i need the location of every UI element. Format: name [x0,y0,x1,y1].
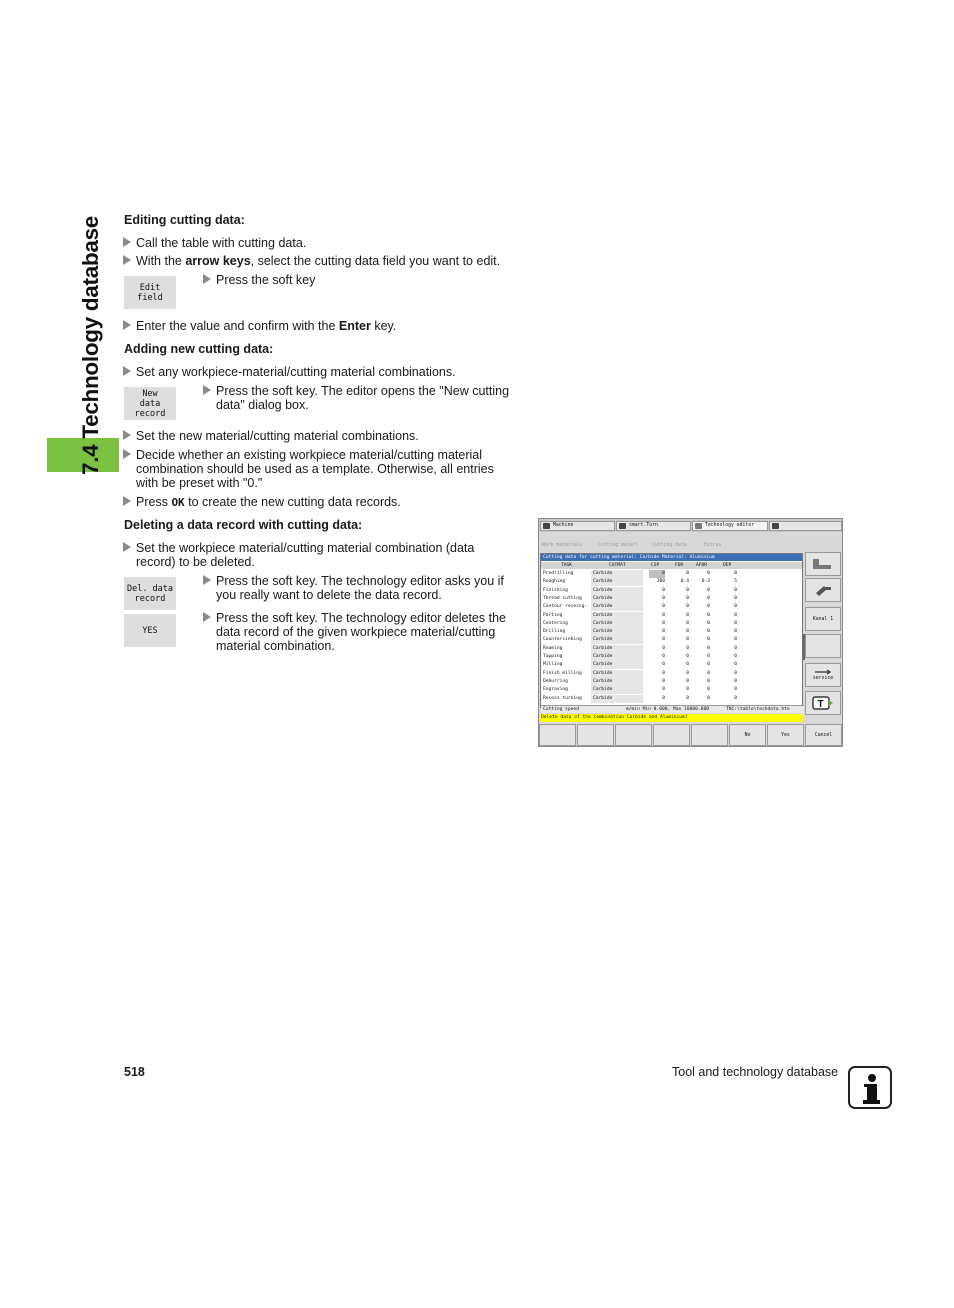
table-cell: 0 [734,662,737,668]
chapter-side-title-text: 7.4 Technology database [78,215,103,475]
table-row[interactable] [541,653,802,661]
edit-field-softkey[interactable]: Edit field [124,276,176,309]
bullet-arrow-icon [123,237,131,247]
table-cell: 0 [662,595,665,601]
table-row[interactable] [541,595,802,603]
editing-heading: Editing cutting data: [124,213,245,227]
table-cell: 0 [707,629,710,635]
table-cell: 0 [734,604,737,610]
table-cell: Engraving [543,687,568,693]
bullet-arrow-icon [123,496,131,506]
table-cell: Deburring [543,678,568,684]
dialog-title: Cutting data for cutting material: Carbide Material: Aluminium [541,554,802,561]
table-cell: 0 [686,678,689,684]
table-cell: 0 [707,637,710,643]
table-cell: Carbide [593,687,613,693]
bullet-arrow-icon [123,430,131,440]
table-row[interactable] [541,678,802,686]
adding-step-1: Set any workpiece-material/cutting material combinations. [136,365,456,379]
table-cell: 0 [662,654,665,659]
table-cell: 0 [662,629,665,635]
table-cell: 0 [707,587,710,593]
table-cell: Tapping [543,654,563,659]
table-cell: Predrilling [543,571,574,576]
table-cell: 0 [734,629,737,635]
table-cell: Carbide [593,695,613,701]
table-cell: 0 [662,604,665,610]
table-cell: 0 [734,670,737,676]
table-cell: 0 [734,620,737,626]
smart-turn-icon [619,523,626,529]
bullet-arrow-icon [203,274,211,284]
table-cell: 0 [707,604,710,610]
vertical-softkey-4[interactable] [805,634,841,658]
machine-icon [543,523,550,529]
table-cell: 0 [662,637,665,643]
table-cell: Countersinking [543,637,582,643]
table-cell: Carbide [593,654,613,659]
table-cell: 0 [686,620,689,626]
deleting-softkey-2-description: Press the soft key. The technology editor deletes the data record of the given workpiece material/cutting material combination. [216,611,506,653]
table-cell: 0 [686,587,689,593]
tool-holder-icon [813,583,833,597]
menu-extras[interactable]: Extras [704,543,722,548]
status-range: m/min Min 0.000, Max 10000.000 [626,707,709,712]
info-icon [848,1066,892,1109]
menu-cutting-data[interactable]: Cutting data [652,543,687,548]
table-cell: 0 [649,570,665,578]
bullet-arrow-icon [123,255,131,265]
table-cell: 0 [707,654,710,659]
table-cell: 0 [686,654,689,659]
horizontal-softkey-row [539,724,842,746]
menu-cutting-materials[interactable]: Cutting materl [598,543,639,548]
table-cell: 0 [686,670,689,676]
tool-shape-icon [811,557,835,571]
vertical-softkey-channel[interactable]: Kanal 1 [805,607,841,631]
table-cell: 0 [662,662,665,668]
table-cell: 0 [686,571,689,576]
table-cell: 0 [734,612,737,618]
softkey-cancel[interactable]: Cancel [805,724,842,746]
table-cell: 0 [707,662,710,668]
table-cell: Carbide [593,579,613,585]
column-header: FDR [675,563,684,568]
column-header: CUTMAT [609,563,626,568]
new-data-record-softkey[interactable]: New data record [124,387,176,420]
deleting-heading: Deleting a data record with cutting data: [124,518,363,532]
table-cell: Recess turning [543,695,582,701]
table-cell: 0 [686,629,689,635]
softkey-h3[interactable] [615,724,652,746]
table-cell: 0 [662,678,665,684]
table-cell: 0 [707,695,710,701]
table-cell: 0 [734,645,737,651]
svg-text:T: T [817,699,824,710]
table-cell: 0 [734,687,737,693]
editor-menu-bar [540,543,804,551]
table-cell: Carbide [593,587,613,593]
table-cell: 0 [662,687,665,693]
table-cell: Centering [543,620,568,626]
chapter-side-title [78,213,104,475]
table-cell: Carbide [593,604,613,610]
table-cell: Drilling [543,629,566,635]
softkey-h4[interactable] [653,724,690,746]
table-cell: Carbide [593,637,613,643]
table-row[interactable] [541,661,802,669]
table-cell: Carbide [593,645,613,651]
table-cell: 0 [707,571,710,576]
status-file: TNC:\table\techdata.hte [726,707,790,712]
table-row[interactable] [541,670,802,678]
table-cell: 0 [686,695,689,701]
softkey-yes[interactable]: Yes [767,724,804,746]
vertical-softkey-technology[interactable] [805,691,841,715]
table-cell: Reaming [543,645,563,651]
technology-t-icon [812,695,834,711]
vertical-softkey-1[interactable] [805,552,841,576]
table-cell: Milling [543,662,563,668]
table-row[interactable] [541,612,802,620]
deleting-step-1: Set the workpiece material/cutting material combination (data record) to be deleted. [136,541,474,569]
table-cell: 0 [707,620,710,626]
table-cell: 0 [707,687,710,693]
softkey-h1[interactable] [539,724,576,746]
deleting-softkey-1-description: Press the soft key. The technology editor asks you if you really want to delete the data record. [216,574,504,602]
table-cell: 0 [686,662,689,668]
bullet-arrow-icon [203,575,211,585]
adding-heading: Adding new cutting data: [124,342,274,356]
technology-editor-screenshot [538,518,843,747]
editing-step-2: With the arrow keys, select the cutting data field you want to edit. [136,254,500,268]
bullet-arrow-icon [123,366,131,376]
table-cell: Contour recessg. [543,604,588,610]
table-row[interactable] [541,603,802,611]
table-cell: 0 [662,670,665,676]
column-header: CSP [651,563,660,568]
status-field-name: Cutting speed [543,707,579,712]
confirm-message: Delete data of the combination Carbide and Aluminium? [540,714,803,722]
table-cell: Finish milling [543,670,582,676]
table-row[interactable] [541,578,802,586]
editing-step-3: Enter the value and confirm with the Enter key. [136,319,396,333]
table-cell: Carbide [593,595,613,601]
table-cell: Carbide [593,612,613,618]
editing-step-1: Call the table with cutting data. [136,236,306,250]
menu-work-materials[interactable]: Work materials [542,543,583,548]
table-row[interactable] [541,587,802,595]
table-row[interactable] [541,686,802,694]
table-cell: 5 [734,579,737,585]
table-cell: Thread cutting [543,595,582,601]
adding-step-4: Press OK to create the new cutting data records. [136,495,401,510]
table-cell: 0 [734,595,737,601]
screen-tab-bar [539,519,842,532]
tab-extra[interactable] [769,521,842,531]
softkey-no[interactable]: No [729,724,766,746]
bullet-arrow-icon [203,385,211,395]
vertical-softkey-2[interactable] [805,578,841,602]
adding-softkey-description: Press the soft key. The editor opens the "New cutting data" dialog box. [216,384,509,412]
table-cell: 0 [662,587,665,593]
table-cell: Carbide [593,670,613,676]
table-cell: Carbide [593,662,613,668]
table-cell: 0 [662,620,665,626]
chapter-footer: Tool and technology database [672,1065,839,1079]
table-cell: 0 [686,645,689,651]
table-cell: 0 [707,670,710,676]
vertical-softkey-service[interactable]: service [805,663,841,687]
table-row[interactable] [541,620,802,628]
table-cell: 0 [686,612,689,618]
table-cell: 0 [734,587,737,593]
table-cell: Carbide [593,678,613,684]
table-row[interactable] [541,636,802,644]
table-cell: Carbide [593,571,613,576]
bullet-arrow-icon [123,320,131,330]
table-row[interactable] [541,628,802,636]
table-cell: 0 [734,695,737,701]
status-line [541,705,804,713]
table-row[interactable] [541,570,802,578]
delete-data-record-softkey[interactable]: Del. data record [124,577,176,610]
yes-softkey[interactable]: YES [124,614,176,647]
tab-technology-editor[interactable]: Technology editor [692,521,768,531]
table-cell: 300 [656,579,665,585]
table-cell: Finishing [543,587,568,593]
table-row[interactable] [541,695,802,703]
document-icon [695,523,702,529]
table-cell: 0 [686,595,689,601]
table-cell: 0 [662,612,665,618]
table-cell: 0 [662,645,665,651]
table-cell: Parting [543,612,563,618]
column-header: AFDR [696,563,708,568]
editing-softkey-description: Press the soft key [216,273,315,287]
page-number: 518 [124,1065,145,1079]
tab-machine[interactable]: Machine [540,521,615,531]
table-cell: 0 [662,695,665,701]
table-cell: 0 [734,654,737,659]
softkey-h5[interactable] [691,724,728,746]
tab-smart-turn[interactable]: smart.Turn [616,521,691,531]
table-cell: 0.3 [701,579,710,585]
table-cell: Roughing [543,579,566,585]
adding-step-3: Decide whether an existing workpiece material/cutting material combination should be used as a template. Otherwise, all entries with be preset with "0." [136,448,494,490]
table-cell: 0 [686,604,689,610]
table-cell: 0 [686,687,689,693]
table-cell: Carbide [593,629,613,635]
table-cell: 0 [734,571,737,576]
adding-step-2: Set the new material/cutting material combinations. [136,429,419,443]
cutting-data-dialog [540,553,803,712]
bullet-arrow-icon [123,449,131,459]
wrench-icon [814,669,832,676]
bullet-arrow-icon [123,542,131,552]
table-cell: 0 [707,595,710,601]
table-row[interactable] [541,645,802,653]
table-cell: 0 [707,645,710,651]
softkey-h2[interactable] [577,724,614,746]
table-cell: 0 [734,678,737,684]
bullet-arrow-icon [203,612,211,622]
table-cell: 0 [686,637,689,643]
table-cell: 0 [707,612,710,618]
table-cell: Carbide [593,620,613,626]
table-cell: 0 [734,637,737,643]
column-header: DEP [723,563,732,568]
disk-icon [772,523,779,529]
table-cell: 0 [707,678,710,684]
column-header: TASK [561,563,573,568]
table-cell: 0.4 [680,579,689,585]
table-header [541,562,802,569]
